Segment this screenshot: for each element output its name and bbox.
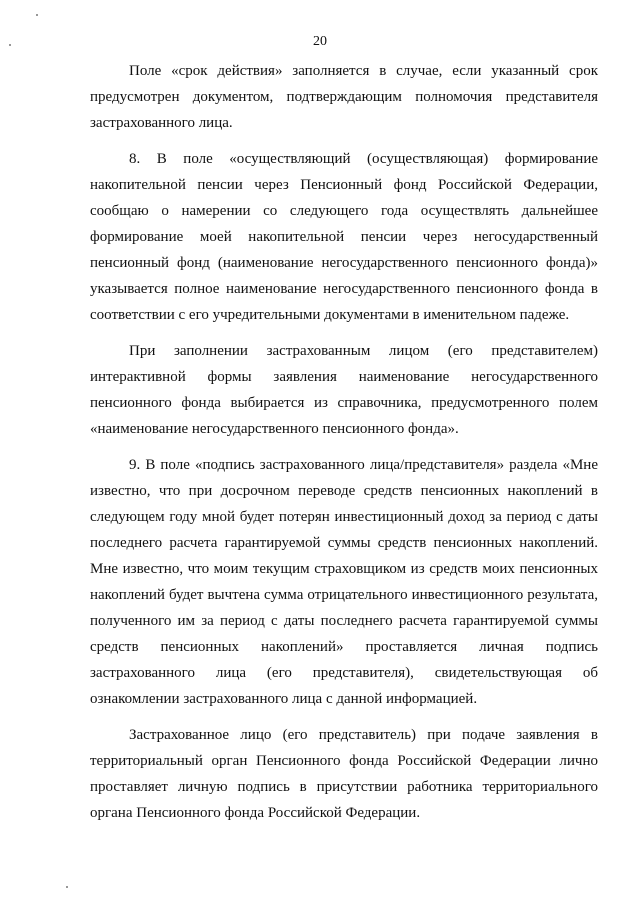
paragraph-signature-presence: Застрахованное лицо (его представитель) при подаче заявления в территориальный орган Пенсионного фонда Российской Федерации лично проставляет личную подпись в присутствии работника территориального органа Пенсионного фонда Российской Федерации. bbox=[90, 727, 598, 821]
scan-speck bbox=[36, 14, 38, 16]
paragraph-item-8: 8. В поле «осуществляющий (осуществляющая) формирование накопительной пенсии через Пенсионный фонд Российской Федерации, сообщаю о намерении со следующего года осуществлять дальнейшее формирование моей накопительной пенсии через негосударственный пенсионный фонд (наименование негосударственного пенсионного фонда)» указывается полное наименование негосударственного пенсионного фонда в соответствии с его учредительными документами в именительном падеже. bbox=[90, 151, 598, 323]
page-number: 20 bbox=[313, 34, 327, 49]
paragraph-item-9: 9. В поле «подпись застрахованного лица/представителя» раздела «Мне известно, что при досрочном переводе средств пенсионных накоплений в следующем году мной будет потерян инвестиционный доход за период с даты последнего расчета гарантируемой суммы средств пенсионных накоплений. Мне известно, что моим текущим страховщиком из средств моих пенсионных накоплений будет вычтена сумма отрицательного инвестиционного результата, полученного им за период с даты последнего расчета гарантируемой суммы средств пенсионных накоплений» проставляется личная подпись застрахованного лица (его представителя), свидетельствующая об ознакомлении застрахованного лица с данной информацией. bbox=[90, 457, 598, 707]
scan-speck bbox=[9, 44, 11, 46]
document-body bbox=[90, 58, 598, 826]
paragraph-validity-field: Поле «срок действия» заполняется в случае, если указанный срок предусмотрен документом, подтверждающим полномочия представителя застрахованного лица. bbox=[90, 63, 598, 131]
scan-speck bbox=[66, 886, 68, 888]
paragraph-interactive-form: При заполнении застрахованным лицом (его представителем) интерактивной формы заявления наименование негосударственного пенсионного фонда выбирается из справочника, предусмотренного полем «наименование негосударственного пенсионного фонда». bbox=[90, 343, 598, 437]
